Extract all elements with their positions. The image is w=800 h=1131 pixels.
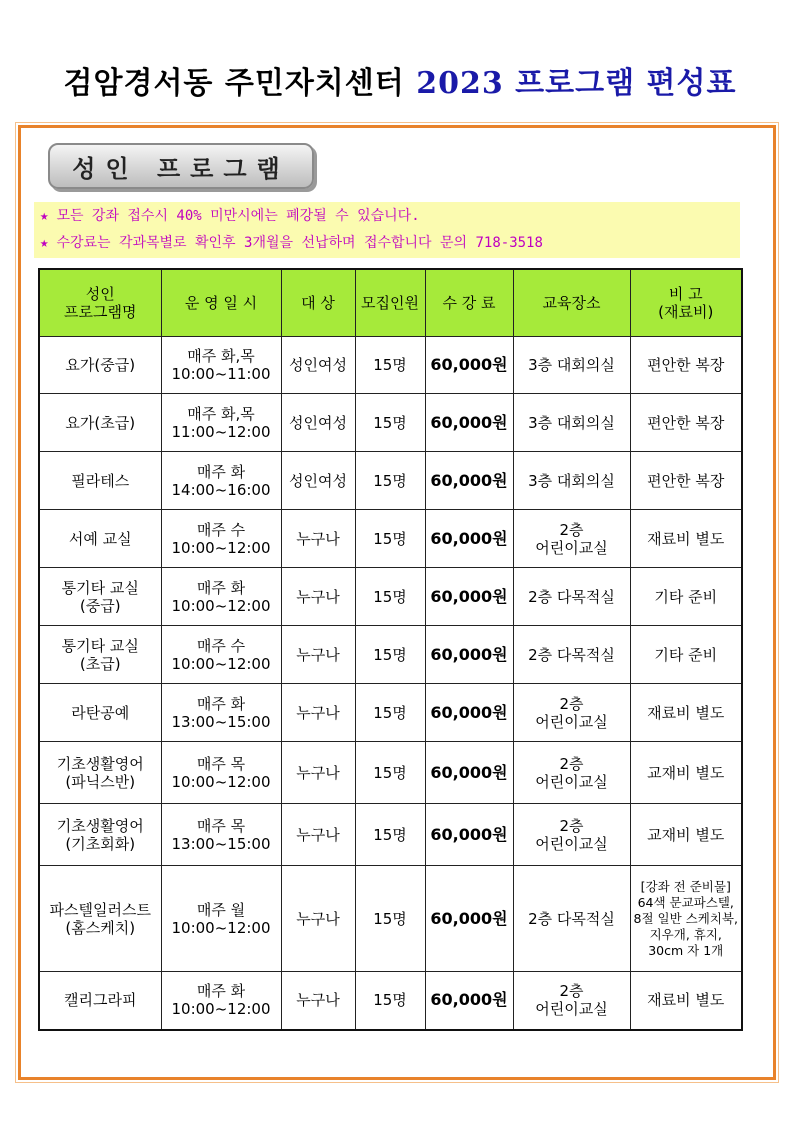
table-row	[39, 337, 742, 394]
cell-capacity: 15명	[355, 804, 425, 866]
cell-capacity: 15명	[355, 742, 425, 804]
cell-note: 기타 준비	[630, 626, 742, 684]
title-year: 2023	[416, 66, 504, 101]
cell-schedule: 매주 화 14:00~16:00	[161, 452, 281, 510]
cell-program-name: 서예 교실	[39, 510, 161, 568]
cell-place: 2층 다목적실	[513, 866, 630, 972]
cell-program-name: 통기타 교실 (중급)	[39, 568, 161, 626]
cell-target: 누구나	[281, 972, 355, 1030]
program-table	[38, 268, 743, 1031]
header-target: 대 상	[281, 269, 355, 337]
table-row	[39, 568, 742, 626]
cell-fee: 60,000원	[425, 626, 513, 684]
cell-note: 교재비 별도	[630, 804, 742, 866]
header-fee: 수 강 료	[425, 269, 513, 337]
cell-place: 2층 어린이교실	[513, 510, 630, 568]
cell-place: 3층 대회의실	[513, 394, 630, 452]
cell-fee: 60,000원	[425, 684, 513, 742]
notice-text: 모든 강좌 접수시 40% 미만시에는 폐강될 수 있습니다.	[56, 208, 420, 224]
cell-note: 편안한 복장	[630, 337, 742, 394]
cell-schedule: 매주 화 13:00~15:00	[161, 684, 281, 742]
cell-note: 교재비 별도	[630, 742, 742, 804]
header-capacity: 모집인원	[355, 269, 425, 337]
star-icon: ★	[40, 208, 49, 224]
table-row	[39, 742, 742, 804]
cell-place: 3층 대회의실	[513, 337, 630, 394]
table-row	[39, 972, 742, 1030]
cell-fee: 60,000원	[425, 972, 513, 1030]
cell-schedule: 매주 수 10:00~12:00	[161, 626, 281, 684]
table-row	[39, 452, 742, 510]
cell-fee: 60,000원	[425, 568, 513, 626]
cell-target: 누구나	[281, 684, 355, 742]
table-row	[39, 626, 742, 684]
cell-program-name: 캘리그라피	[39, 972, 161, 1030]
cell-program-name: 통기타 교실 (초급)	[39, 626, 161, 684]
table-row	[39, 866, 742, 972]
cell-capacity: 15명	[355, 394, 425, 452]
cell-fee: 60,000원	[425, 742, 513, 804]
cell-place: 2층 어린이교실	[513, 972, 630, 1030]
cell-schedule: 매주 수 10:00~12:00	[161, 510, 281, 568]
page-title	[0, 58, 800, 102]
cell-fee: 60,000원	[425, 510, 513, 568]
cell-note: 재료비 별도	[630, 510, 742, 568]
cell-note: 편안한 복장	[630, 452, 742, 510]
title-suffix: 프로그램 편성표	[515, 66, 737, 101]
star-icon: ★	[40, 235, 49, 251]
cell-program-name: 파스텔일러스트 (홈스케치)	[39, 866, 161, 972]
header-program-name: 성인 프로그램명	[39, 269, 161, 337]
cell-place: 2층 다목적실	[513, 568, 630, 626]
cell-place: 2층 다목적실	[513, 626, 630, 684]
cell-target: 성인여성	[281, 452, 355, 510]
notice-line	[40, 205, 420, 227]
header-note: 비 고 (재료비)	[630, 269, 742, 337]
cell-note: 기타 준비	[630, 568, 742, 626]
table-header-row	[39, 269, 742, 337]
cell-target: 누구나	[281, 742, 355, 804]
cell-target: 성인여성	[281, 394, 355, 452]
cell-schedule: 매주 화 10:00~12:00	[161, 972, 281, 1030]
cell-target: 성인여성	[281, 337, 355, 394]
cell-capacity: 15명	[355, 510, 425, 568]
table-row	[39, 510, 742, 568]
cell-note: 편안한 복장	[630, 394, 742, 452]
title-org: 검암경서동 주민자치센터	[63, 66, 405, 101]
notice-line	[40, 232, 543, 254]
cell-program-name: 기초생활영어 (기초회화)	[39, 804, 161, 866]
cell-fee: 60,000원	[425, 394, 513, 452]
cell-capacity: 15명	[355, 452, 425, 510]
notice-box	[34, 202, 740, 258]
cell-program-name: 라탄공예	[39, 684, 161, 742]
cell-target: 누구나	[281, 626, 355, 684]
cell-note: 재료비 별도	[630, 972, 742, 1030]
table-row	[39, 684, 742, 742]
cell-target: 누구나	[281, 568, 355, 626]
cell-target: 누구나	[281, 866, 355, 972]
table-row	[39, 394, 742, 452]
cell-capacity: 15명	[355, 568, 425, 626]
cell-fee: 60,000원	[425, 866, 513, 972]
cell-target: 누구나	[281, 804, 355, 866]
cell-capacity: 15명	[355, 972, 425, 1030]
cell-schedule: 매주 목 10:00~12:00	[161, 742, 281, 804]
cell-fee: 60,000원	[425, 452, 513, 510]
cell-note: 재료비 별도	[630, 684, 742, 742]
section-label: 성인 프로그램	[48, 143, 314, 189]
table-row	[39, 804, 742, 866]
cell-program-name: 기초생활영어 (파닉스반)	[39, 742, 161, 804]
cell-target: 누구나	[281, 510, 355, 568]
cell-place: 2층 어린이교실	[513, 742, 630, 804]
cell-program-name: 필라테스	[39, 452, 161, 510]
cell-capacity: 15명	[355, 626, 425, 684]
cell-capacity: 15명	[355, 866, 425, 972]
cell-schedule: 매주 화 10:00~12:00	[161, 568, 281, 626]
cell-capacity: 15명	[355, 684, 425, 742]
cell-schedule: 매주 월 10:00~12:00	[161, 866, 281, 972]
cell-schedule: 매주 화,목 10:00~11:00	[161, 337, 281, 394]
cell-place: 2층 어린이교실	[513, 804, 630, 866]
cell-place: 3층 대회의실	[513, 452, 630, 510]
cell-capacity: 15명	[355, 337, 425, 394]
header-schedule: 운 영 일 시	[161, 269, 281, 337]
cell-program-name: 요가(중급)	[39, 337, 161, 394]
header-place: 교육장소	[513, 269, 630, 337]
cell-schedule: 매주 목 13:00~15:00	[161, 804, 281, 866]
cell-place: 2층 어린이교실	[513, 684, 630, 742]
cell-fee: 60,000원	[425, 337, 513, 394]
cell-program-name: 요가(초급)	[39, 394, 161, 452]
notice-text: 수강료는 각과목별로 확인후 3개월을 선납하며 접수합니다 문의 718-3518	[56, 235, 543, 251]
cell-schedule: 매주 화,목 11:00~12:00	[161, 394, 281, 452]
cell-fee: 60,000원	[425, 804, 513, 866]
cell-note: [강좌 전 준비물] 64색 문교파스텔, 8절 일반 스케치북, 지우개, 휴지, 30cm 자 1개	[630, 866, 742, 972]
